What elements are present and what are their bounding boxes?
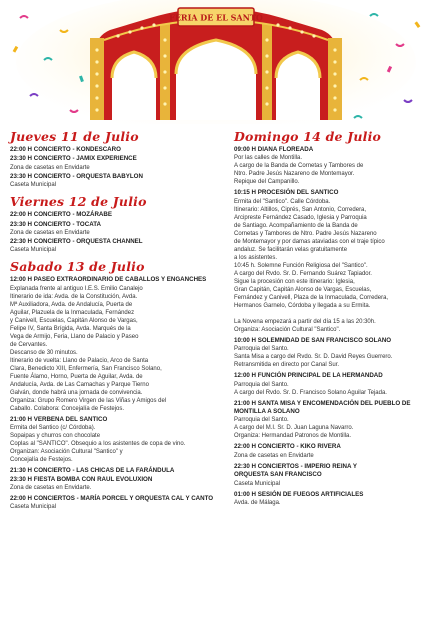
event-heading: 23:30 H CONCIERTO - JAMIX EXPERIENCE	[10, 155, 137, 163]
event-heading: 10:00 H SOLEMNIDAD DE SAN FRANCISCO SOLANO	[234, 336, 392, 344]
day-title-saturday: Sabado 13 de Julio	[10, 259, 145, 275]
event-body: Zona de casetas en Envidarte	[234, 452, 314, 459]
event-heading: 22:00 H CONCIERTO - KONDESCARO	[10, 146, 121, 153]
event-body: Zona de casetas en Envidarte	[10, 164, 90, 171]
event-item	[234, 463, 426, 488]
event-item	[10, 221, 224, 237]
event-heading: 01:00 H SESIÓN DE FUEGOS ARTIFICIALES	[234, 490, 364, 498]
event-heading: 09:00 H DIANA FLOREADA	[234, 146, 314, 153]
left-column	[10, 128, 224, 511]
event-body: Caseta Municipal	[10, 182, 57, 189]
event-heading: 21:00 H SANTA MISA Y ENCOMENDACIÓN DEL PUEBLO DE MONTILLA A SOLANO	[234, 399, 411, 416]
event-item	[10, 416, 224, 464]
event-heading: 12:00 H FUNCIÓN PRINCIPAL DE LA HERMANDAD	[234, 372, 383, 380]
event-body: Caseta Municipal	[10, 504, 57, 511]
event-item	[234, 443, 426, 459]
day-title-sunday: Domingo 14 de Julio	[234, 129, 382, 144]
event-item	[234, 337, 426, 369]
event-item	[10, 238, 224, 254]
event-heading: 22:00 H CONCIERTO - MOZÁRABE	[10, 211, 112, 219]
event-item	[10, 276, 224, 412]
event-heading: 10:15 H PROCESIÓN DEL SANTICO	[234, 189, 339, 197]
day-title-thursday: Jueves 11 de Julio	[10, 129, 139, 144]
event-heading: 22:00 H CONCIERTO - KIKO RIVERA	[234, 443, 341, 451]
event-heading: 22:30 H CONCIERTO - ORQUESTA CHANNEL	[10, 238, 143, 246]
event-body: Por las calles de Montilla. A cargo de la Banda de Cornetas y Tambores de Ntro. Padre Jesús Nazareno de Montemayor. Repique del Campanillo.	[234, 155, 364, 186]
event-item	[234, 491, 426, 507]
event-body: Parroquia del Santo. Santa Misa a cargo del Rvdo. Sr. D. David Reyes Guerrero. Retransmitida en directo por Canal Sur.	[234, 346, 393, 369]
banner-title: FERIA DE EL SANTO	[169, 12, 263, 23]
event-item	[10, 155, 224, 171]
day-title-friday: Viernes 12 de Julio	[10, 194, 147, 210]
event-heading: 21:30 H CONCIERTO - LAS CHICAS DE LA FARÁNDULA 23:30 H FIESTA BOMBA CON RAUL EVOLUXION	[10, 467, 175, 483]
event-item	[234, 372, 426, 396]
event-body: Explanada frente al antiguo I.E.S. Emilio Canalejo Itinerario de ida: Avda. de la Constitución, Avda. Mª Auxiliadora, Avda. de Andalucía, Puerta de Aguilar, Plazuela de la Inmaculada, Fernández y Canivell, Escuelas, Capitán Alonso de Vargas, Felipe IV, Santa Brígida, Avda. Marqués de la Vega de Armijo, Feria, Llano de Palacio y Paseo de Cervantes. Descanso de 30 minutos. Itinerario de vuelta: Llano de Palacio, Arco de Santa Clara, Benedicto XIII, Enfermería, San Francisco Solano, Fuente Álamo, Horno, Puerta de Aguilar, Avda. de Andalucía, Avda. de Las Camachas y Parque Tierno Galván, donde habrá una jornada de convivencia. Organiza: Grupo Romero Virgen de las Viñas y Amigos del Caballo. Colabora: Concejalía de Festejos.	[10, 285, 167, 412]
event-item	[10, 211, 224, 219]
event-body: Zona de casetas en Envidarte.	[10, 485, 92, 492]
event-item	[234, 189, 426, 333]
event-item	[234, 400, 426, 441]
right-column	[234, 128, 426, 507]
event-body: Parroquia del Santo. A cargo del Rvdo. Sr. D. Francisco Solano Aguilar Tejada.	[234, 381, 387, 396]
event-item	[10, 146, 224, 154]
event-heading: 23:30 H CONCIERTO - ORQUESTA BABYLON	[10, 172, 143, 180]
event-item	[10, 467, 224, 492]
fair-gate-banner	[0, 0, 432, 124]
event-body: Avda. de Málaga.	[234, 500, 281, 507]
event-body: Ermita del Santico (c/ Córdoba). Sopaipas y churros con chocolate Coplas al "SANTICO". Obsequio a los asistentes de copa de vino. Organizan: Asociación Cultural "Santico" y Concejalía de Festejos.	[10, 425, 186, 464]
event-item	[10, 173, 224, 189]
event-heading: 23:30 H CONCIERTO - TOCATA	[10, 220, 101, 228]
event-body: Caseta Municipal	[10, 247, 57, 254]
event-heading: 21:00 H VERBENA DEL SANTICO	[10, 415, 108, 423]
event-body: Zona de casetas en Envidarte	[10, 230, 90, 237]
event-heading: 22:00 H CONCIERTOS - MARÍA PORCEL Y ORQUESTA CAL Y CANTO	[10, 495, 214, 503]
event-body: Caseta Municipal	[234, 480, 281, 487]
event-body: Parroquia del Santo. A cargo del M.I. Sr. D. Juan Laguna Navarro. Organiza: Hermandad Patronos de Montilla.	[234, 417, 354, 440]
event-body: Ermita del "Santico". Calle Córdoba. Itinerario: Altillos, Ciprés, San Antonio, Corredera, Arcipreste Fernández Casado, Iglesia y Parroquia de Santiago. Acompañamiento de la Banda de Cornetas y Tambores de Ntro. Padre Jesús Nazareno de Montemayor y por damas ataviadas con el traje típico andaluz. Se facilitarán velas gratuitamente a los asistentes. 10:45 h. Solemne Función Religiosa del "Santico". A cargo del Rvdo. Sr. D. Fernando Suárez Tapiador. Sigue la procesión con este itinerario: Iglesia, Gran Capitán, Capitán Alonso de Vargas, Escuelas, Fernández y Canivell, Plaza de la Inmaculada, Corredera, Hermanos Garnelo, Córdoba y llegada a su Ermita. La Novena empezará a partir del día 15 a las 20:30h. Organiza: Asociación Cultural "Santico".	[234, 198, 389, 333]
event-heading: 12:00 H PASEO EXTRAORDINARIO DE CABALLOS Y ENGANCHES	[10, 276, 207, 284]
event-heading: 22:30 H CONCIERTOS - IMPERIO REINA Y ORQUESTA SAN FRANCISCO	[234, 462, 357, 479]
event-item	[10, 495, 224, 511]
event-item	[234, 146, 426, 186]
